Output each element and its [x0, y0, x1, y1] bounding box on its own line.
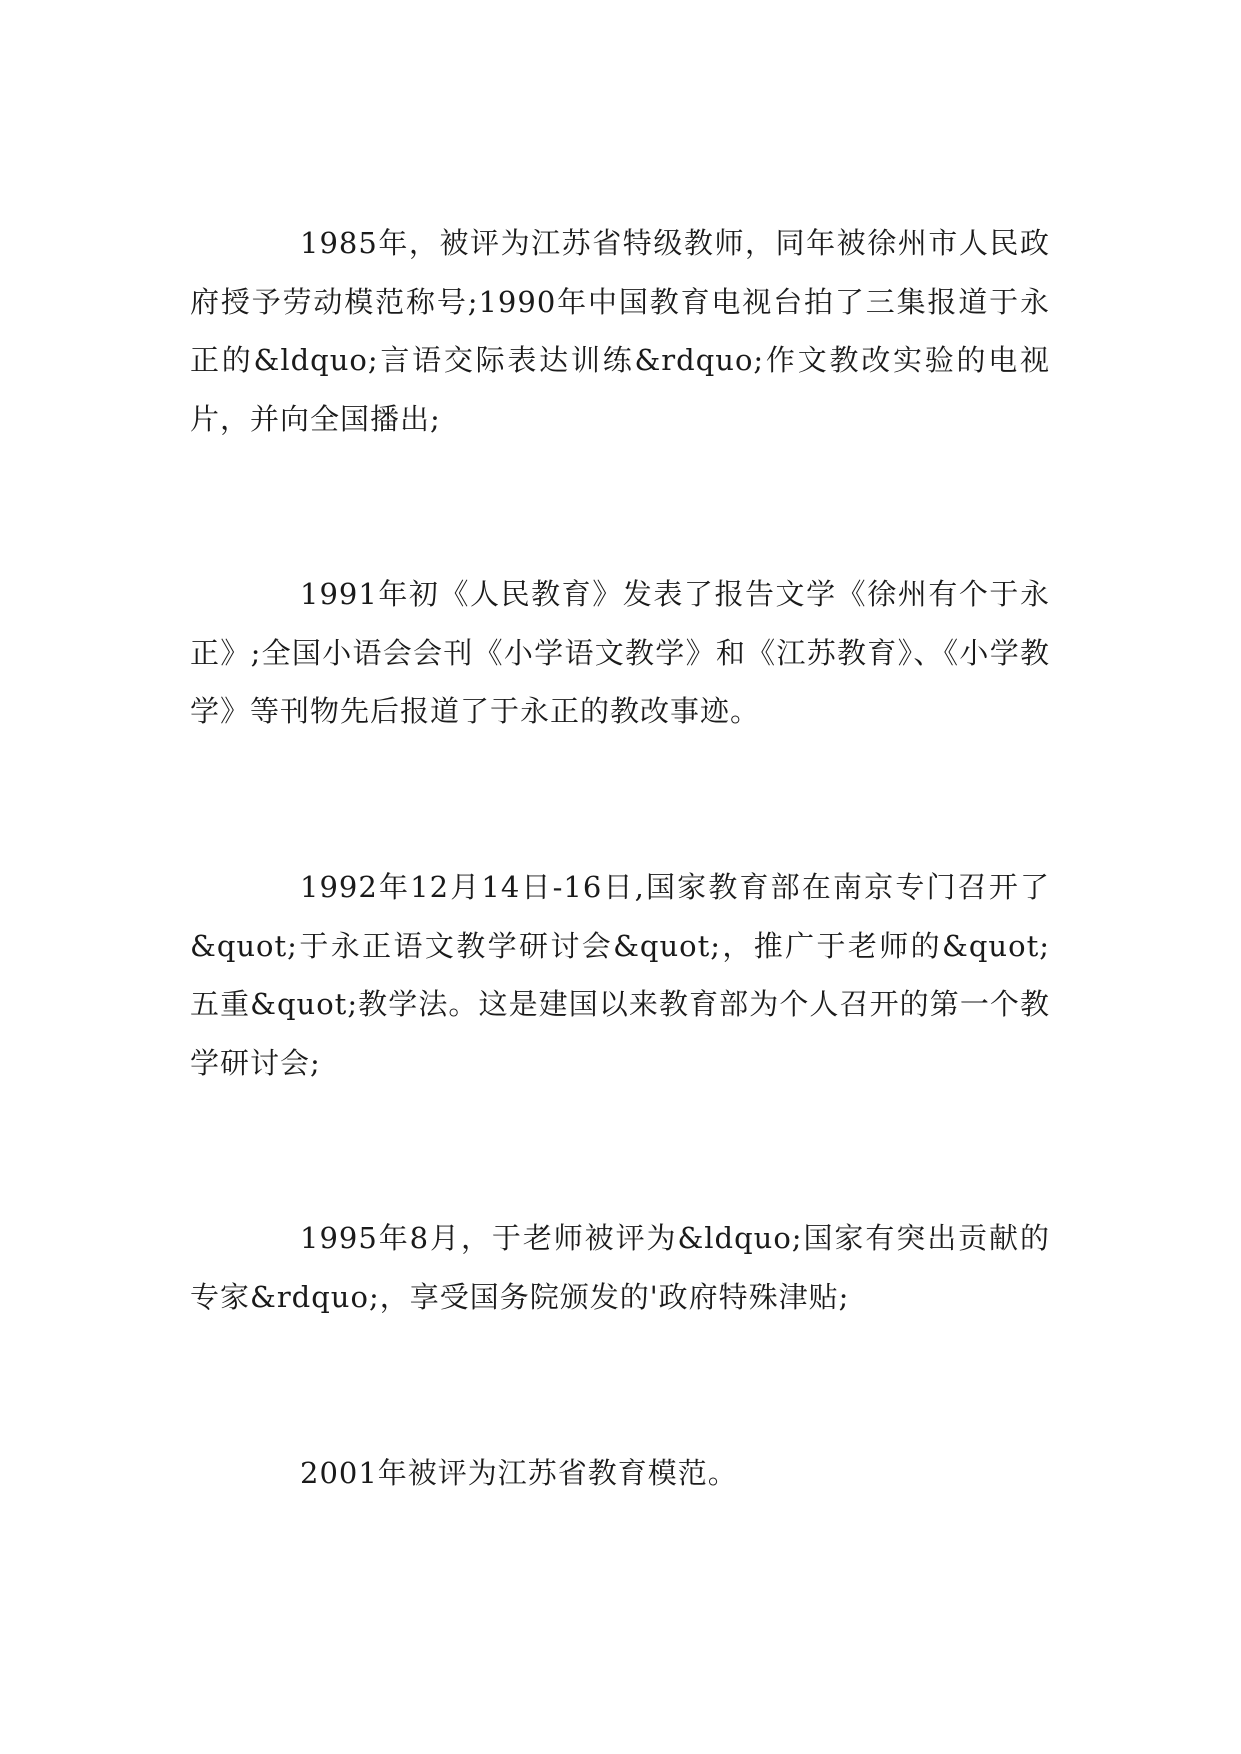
- paragraph-2001: 2001年被评为江苏省教育模范。: [300, 1456, 738, 1490]
- paragraph-1991: 1991年初《人民教育》发表了报告文学《徐州有个于永正》;全国小语会会刊《小学语文教学》和《江苏教育》、《小学教学》等刊物先后报道了于永正的教改事迹。: [190, 577, 1050, 728]
- paragraph-1985: 1985年，被评为江苏省特级教师，同年被徐州市人民政府授予劳动模范称号;1990年中国教育电视台拍了三集报道于永正的&ldquo;言语交际表达训练&rdquo;作文教改实验的电视片，并向全国播出;: [190, 226, 1050, 436]
- paragraph-1992: 1992年12月14日-16日,国家教育部在南京专门召开了&quot;于永正语文教学研讨会&quot;，推广于老师的&quot;五重&quot;教学法。这是建国以来教育部为个人召开的第一个教学研讨会;: [190, 870, 1050, 1080]
- paragraph-1995: 1995年8月，于老师被评为&ldquo;国家有突出贡献的专家&rdquo;，享受国务院颁发的'政府特殊津贴;: [190, 1221, 1050, 1314]
